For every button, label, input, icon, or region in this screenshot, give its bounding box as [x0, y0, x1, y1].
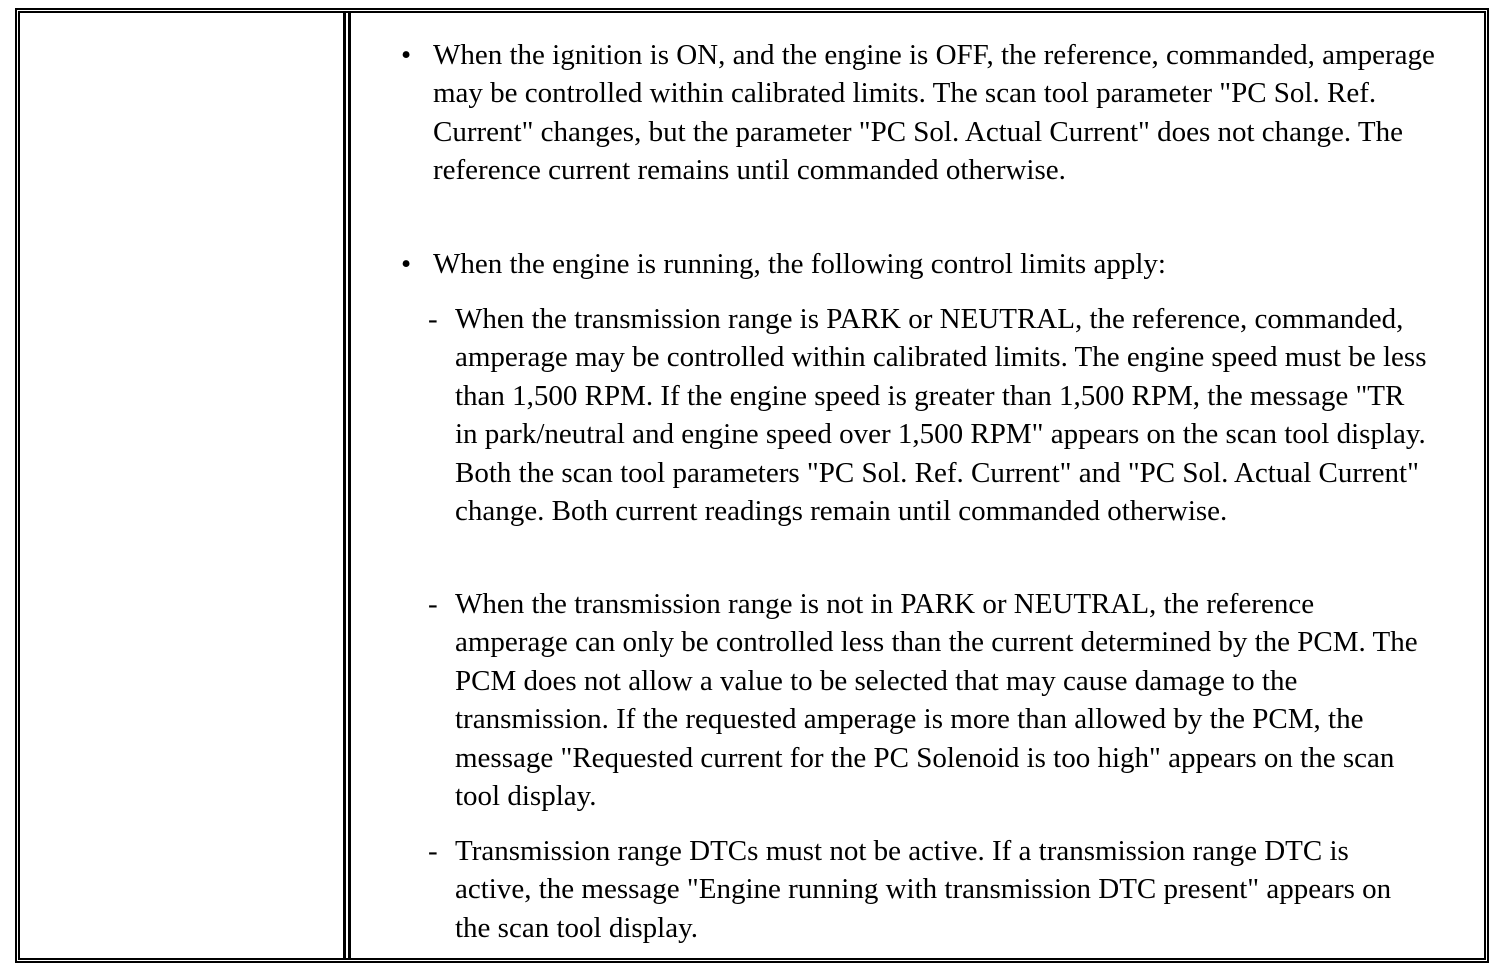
bullet-item [401, 36, 1461, 190]
cell-divider [343, 13, 351, 958]
bullet-marker: • [401, 248, 412, 280]
sub-item-text: When the transmission range is not in PARK or NEUTRAL, the reference amperage can only be controlled less than the current determined by the PCM. The PCM does not allow a value to be selected that may cause damage to the transmission. If the requested amperage is more than allowed by the PCM, the message "Requested current for the PC Solenoid is too high" appears on the scan tool display. [455, 588, 1418, 813]
sub-list-item [428, 300, 1428, 530]
bullet-text: When the ignition is ON, and the engine is OFF, the reference, commanded, amperage may be controlled within calibrated limits. The scan tool parameter "PC Sol. Ref. Current" changes, but the parameter "PC Sol. Actual Current" does not change. The reference current remains until commanded otherwise. [433, 39, 1435, 187]
procedure-table [15, 8, 1489, 963]
bullet-marker: • [401, 39, 412, 71]
dash-marker: - [428, 588, 438, 620]
bullet-item [401, 245, 1461, 283]
sub-list-item [428, 832, 1428, 947]
bullet-text: When the engine is running, the following control limits apply: [433, 248, 1166, 280]
dash-marker: - [428, 303, 438, 335]
sub-item-text: When the transmission range is PARK or NEUTRAL, the reference, commanded, amperage may be controlled within calibrated limits. The engine speed must be less than 1,500 RPM. If the engine speed is greater than 1,500 RPM, the message "TR in park/neutral and engine speed over 1,500 RPM" appears on the scan tool display. Both the scan tool parameters "PC Sol. Ref. Current" and "PC Sol. Actual Current" change. Both current readings remain until commanded otherwise. [455, 303, 1427, 528]
right-cell [351, 13, 1484, 958]
dash-marker: - [428, 835, 438, 867]
sub-list-item [428, 585, 1428, 815]
left-cell [20, 13, 343, 958]
sub-item-text: Transmission range DTCs must not be active. If a transmission range DTC is active, the message "Engine running with transmission DTC present" appears on the scan tool display. [455, 835, 1392, 944]
